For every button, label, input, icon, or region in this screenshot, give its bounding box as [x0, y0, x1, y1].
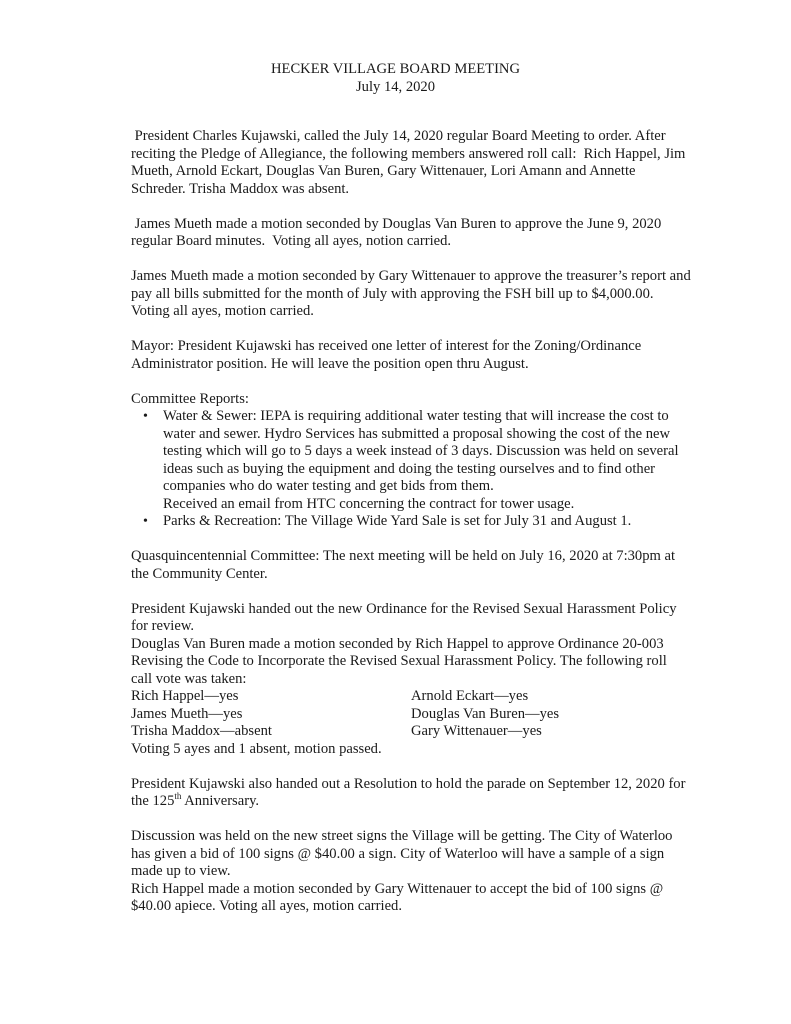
parade-text-end: Anniversary. — [181, 793, 260, 809]
treasurer-report-paragraph: James Mueth made a motion seconded by Gary Wittenauer to approve the treasurer’s report and pay all bills submitted for the month of July with approving the FSH bill up to $4,000.00. Voting all ayes, motion carried. — [131, 268, 691, 319]
vote-entry: Douglas Van Buren—yes — [411, 705, 560, 722]
ordinal-suffix: th — [174, 791, 182, 802]
parade-text: President Kujawski also handed out a Resolution to hold the parade on September 12, 2020 for the 125 — [131, 775, 686, 809]
vote-entry: Rich Happel—yes — [131, 688, 239, 704]
roll-call-vote — [131, 688, 691, 741]
list-item — [131, 513, 691, 531]
committee-reports-heading: Committee Reports: — [131, 390, 249, 407]
mayor-paragraph: Mayor: President Kujawski has received one letter of interest for the Zoning/Ordinance Administrator position. He will leave the position open thru August. — [131, 338, 642, 372]
committee-reports-list — [131, 408, 691, 531]
minutes-approval-paragraph: James Mueth made a motion seconded by Douglas Van Buren to approve the June 9, 2020 regular Board minutes. Voting all ayes, notion carried. — [131, 215, 665, 249]
vote-entry: Trisha Maddox—absent — [131, 723, 272, 739]
parade-resolution-paragraph — [131, 776, 691, 811]
vote-result: Voting 5 ayes and 1 absent, motion passed. — [131, 740, 382, 757]
water-sewer-report: Water & Sewer: IEPA is requiring additional water testing that will increase the cost to water and sewer. Hydro Services has submitted a proposal showing the cost of the new testing which will go to 5 days a week instead of 3 days. Discussion was held on several ideas such as buying the equipment and doing the testing ourselves and to find other companies who do water testing and get bids from them. — [163, 408, 679, 494]
document-header — [0, 60, 791, 96]
minutes-body — [131, 128, 691, 916]
quasquicentennial-paragraph: Quasquincentennial Committee: The next meeting will be held on July 16, 2020 at 7:30pm at the Community Center. — [131, 548, 676, 582]
street-signs-motion-paragraph: Rich Happel made a motion seconded by Gary Wittenauer to accept the bid of 100 signs @ $40.00 apiece. Voting all ayes, motion carried. — [131, 880, 664, 914]
call-to-order-paragraph: President Charles Kujawski, called the July 14, 2020 regular Board Meeting to order. After reciting the Pledge of Allegiance, the following members answered roll call: Rich Happel, Jim Mueth, Arnold Eckart, Douglas Van Buren, Gary Wittenauer, Lori Amann and Annette Schreder. Trisha Maddox was absent. — [131, 128, 690, 197]
list-item — [131, 408, 691, 513]
vote-entry: Arnold Eckart—yes — [411, 688, 529, 704]
vote-entry: James Mueth—yes — [131, 705, 243, 722]
document-title: HECKER VILLAGE BOARD MEETING — [270, 61, 521, 77]
htc-email-note: Received an email from HTC concerning the contract for tower usage. — [163, 495, 575, 512]
ordinance-handout-paragraph: President Kujawski handed out the new Ordinance for the Revised Sexual Harassment Policy for review. — [131, 600, 677, 634]
parks-recreation-report: Parks & Recreation: The Village Wide Yard Sale is set for July 31 and August 1. — [163, 513, 632, 529]
meeting-date: July 14, 2020 — [355, 79, 436, 95]
street-signs-paragraph: Discussion was held on the new street signs the Village will be getting. The City of Waterloo has given a bid of 100 signs @ $40.00 a sign. City of Waterloo will have a sample of a sign made up to view. — [131, 828, 673, 879]
vote-entry: Gary Wittenauer—yes — [411, 723, 542, 739]
ordinance-motion-paragraph: Douglas Van Buren made a motion seconded by Rich Happel to approve Ordinance 20-003 Revising the Code to Incorporate the Revised Sexual Harassment Policy. The following roll call vote was taken: — [131, 635, 667, 687]
